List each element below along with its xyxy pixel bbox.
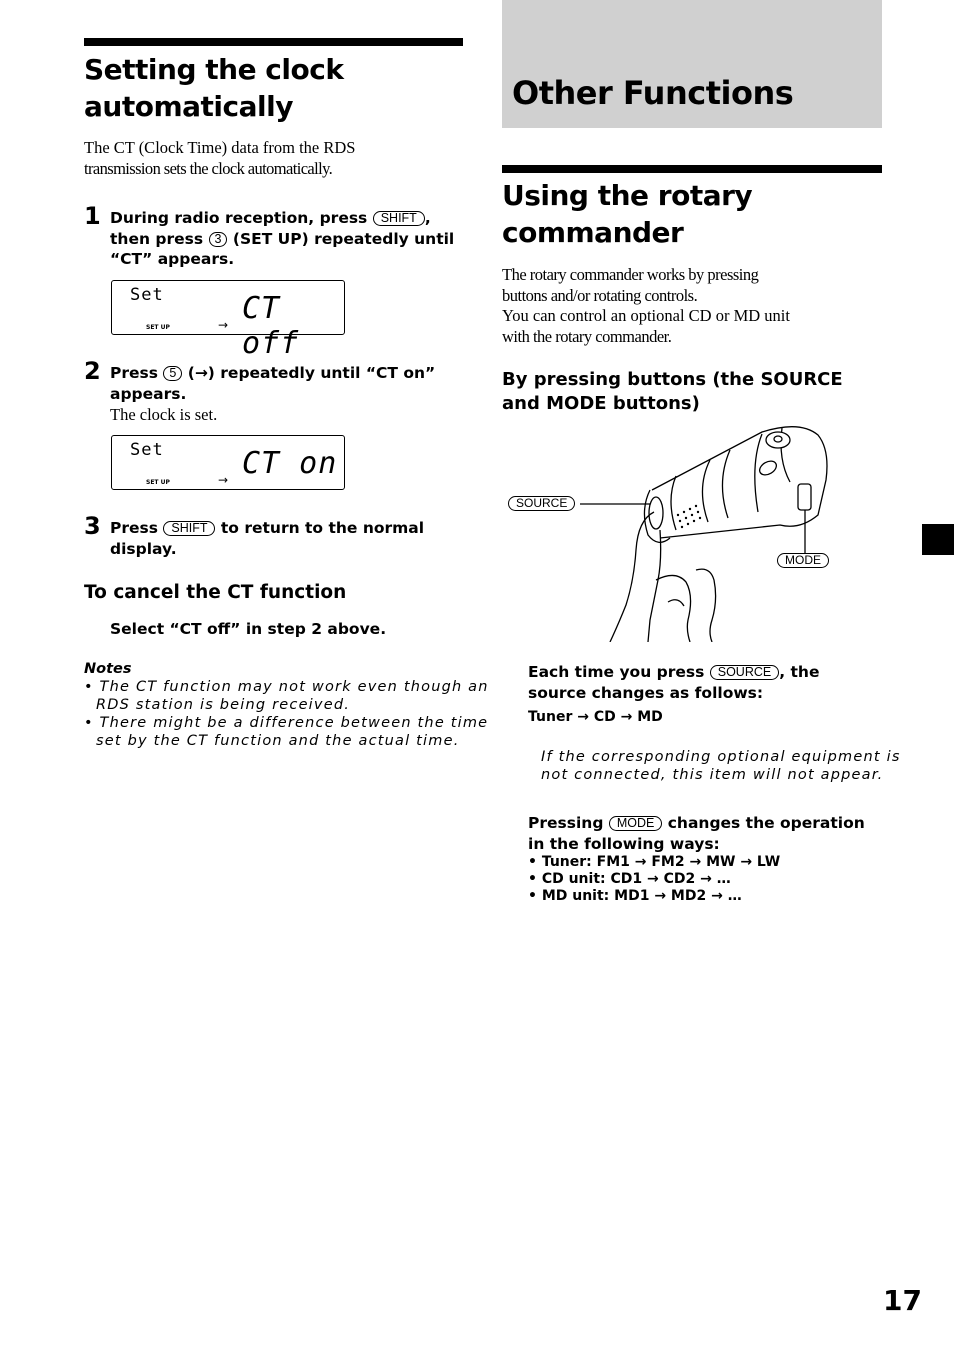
key-5: 5 [163, 366, 182, 381]
explanation-text: , the [779, 663, 820, 681]
explanation-text: Each time you press [528, 663, 705, 681]
lcd-arrow-icon: → [218, 318, 229, 332]
section-title: Other Functions [512, 74, 794, 112]
note-line: • There might be a difference between the time [84, 715, 489, 731]
intro-line: transmission sets the clock automatically. [84, 158, 333, 178]
explanation-text: source changes as follows: [528, 683, 764, 702]
step-text: During radio reception, press [110, 209, 368, 227]
step-3-text [110, 518, 460, 559]
mode-button-label: MODE [777, 553, 829, 568]
explanation-text: changes the operation [667, 814, 865, 832]
step-number: 3 [84, 512, 101, 540]
title-line: commander [502, 216, 684, 249]
step-text: (SET UP) repeatedly until [232, 229, 455, 248]
sub-heading-line: and MODE buttons) [502, 393, 700, 414]
step-number: 1 [84, 202, 101, 230]
lcd-display-ct-off [111, 280, 345, 361]
note-line: • The CT function may not work even though an [84, 679, 489, 695]
mode-key: MODE [609, 816, 663, 831]
note-line: If the corresponding optional equipment is [541, 749, 901, 765]
step-text: (→) repeatedly until “CT on” [187, 364, 436, 382]
intro-line: with the rotary commander. [502, 326, 672, 346]
rotary-commander-illustration [500, 420, 840, 642]
lcd-main-text: CT off [242, 291, 300, 361]
lcd-main-text: CT on [242, 446, 338, 481]
mode-explanation [528, 813, 888, 854]
note-line: set by the CT function and the actual time. [96, 733, 460, 749]
sub-heading-line: By pressing buttons (the SOURCE [502, 369, 843, 390]
intro-line: buttons and/or rotating controls. [502, 285, 698, 305]
title-line: Setting the clock [84, 53, 344, 86]
step-text: Press [110, 364, 158, 382]
lcd-arrow-icon: → [218, 473, 229, 487]
lcd-setup-label: SET UP [146, 324, 170, 331]
mode-bullets [528, 854, 780, 905]
title-rule-right [502, 165, 882, 173]
title-line: automatically [84, 90, 293, 123]
sub-heading [502, 368, 843, 416]
intro-line: You can control an optional CD or MD unit [502, 306, 790, 325]
source-sequence: Tuner → CD → MD [528, 709, 663, 725]
source-key: SOURCE [710, 665, 779, 680]
cancel-heading: To cancel the CT function [84, 582, 347, 603]
step-number: 2 [84, 357, 101, 385]
lcd-display-ct-on [111, 435, 345, 490]
source-explanation [528, 662, 878, 703]
page-title-left [84, 51, 343, 125]
list-item: • CD unit: CD1 → CD2 → … [528, 871, 731, 887]
key-3: 3 [209, 232, 228, 247]
explanation-text: Pressing [528, 814, 604, 832]
intro-line: The rotary commander works by pressing [502, 265, 759, 284]
step-text: display. [110, 539, 177, 558]
note-line: RDS station is being received. [96, 697, 351, 713]
notes-title: Notes [84, 661, 132, 677]
shift-key: SHIFT [163, 521, 215, 536]
step-text: , [424, 209, 431, 227]
step-text: then press [110, 229, 204, 248]
lcd-setup-label: SET UP [146, 479, 170, 486]
chapter-tab [922, 524, 954, 555]
list-item: • MD unit: MD1 → MD2 → … [528, 888, 742, 904]
intro-paragraph [84, 138, 355, 179]
cancel-text: Select “CT off” in step 2 above. [110, 620, 387, 638]
list-item: • Tuner: FM1 → FM2 → MW → LW [528, 854, 781, 870]
title-rule-left [84, 38, 463, 46]
page-number: 17 [883, 1284, 922, 1317]
step-text: to return to the normal [220, 519, 425, 537]
step-result: The clock is set. [110, 405, 218, 424]
intro-paragraph-right [502, 265, 882, 347]
step-text: Press [110, 519, 158, 537]
page-title-right [502, 177, 752, 251]
step-text: “CT” appears. [110, 250, 235, 268]
step-text: appears. [110, 384, 187, 403]
optional-note [541, 748, 911, 784]
step-2-text [110, 363, 460, 404]
title-line: Using the rotary [502, 179, 753, 212]
source-button-label: SOURCE [508, 496, 575, 511]
intro-line: The CT (Clock Time) data from the RDS [84, 138, 356, 157]
shift-key: SHIFT [373, 211, 425, 226]
step-1-text [110, 208, 460, 270]
note-line: not connected, this item will not appear. [541, 767, 884, 783]
explanation-text: in the following ways: [528, 834, 720, 853]
lcd-set-label: Set [130, 440, 164, 460]
notes-list [84, 678, 498, 750]
lcd-set-label: Set [130, 285, 164, 305]
